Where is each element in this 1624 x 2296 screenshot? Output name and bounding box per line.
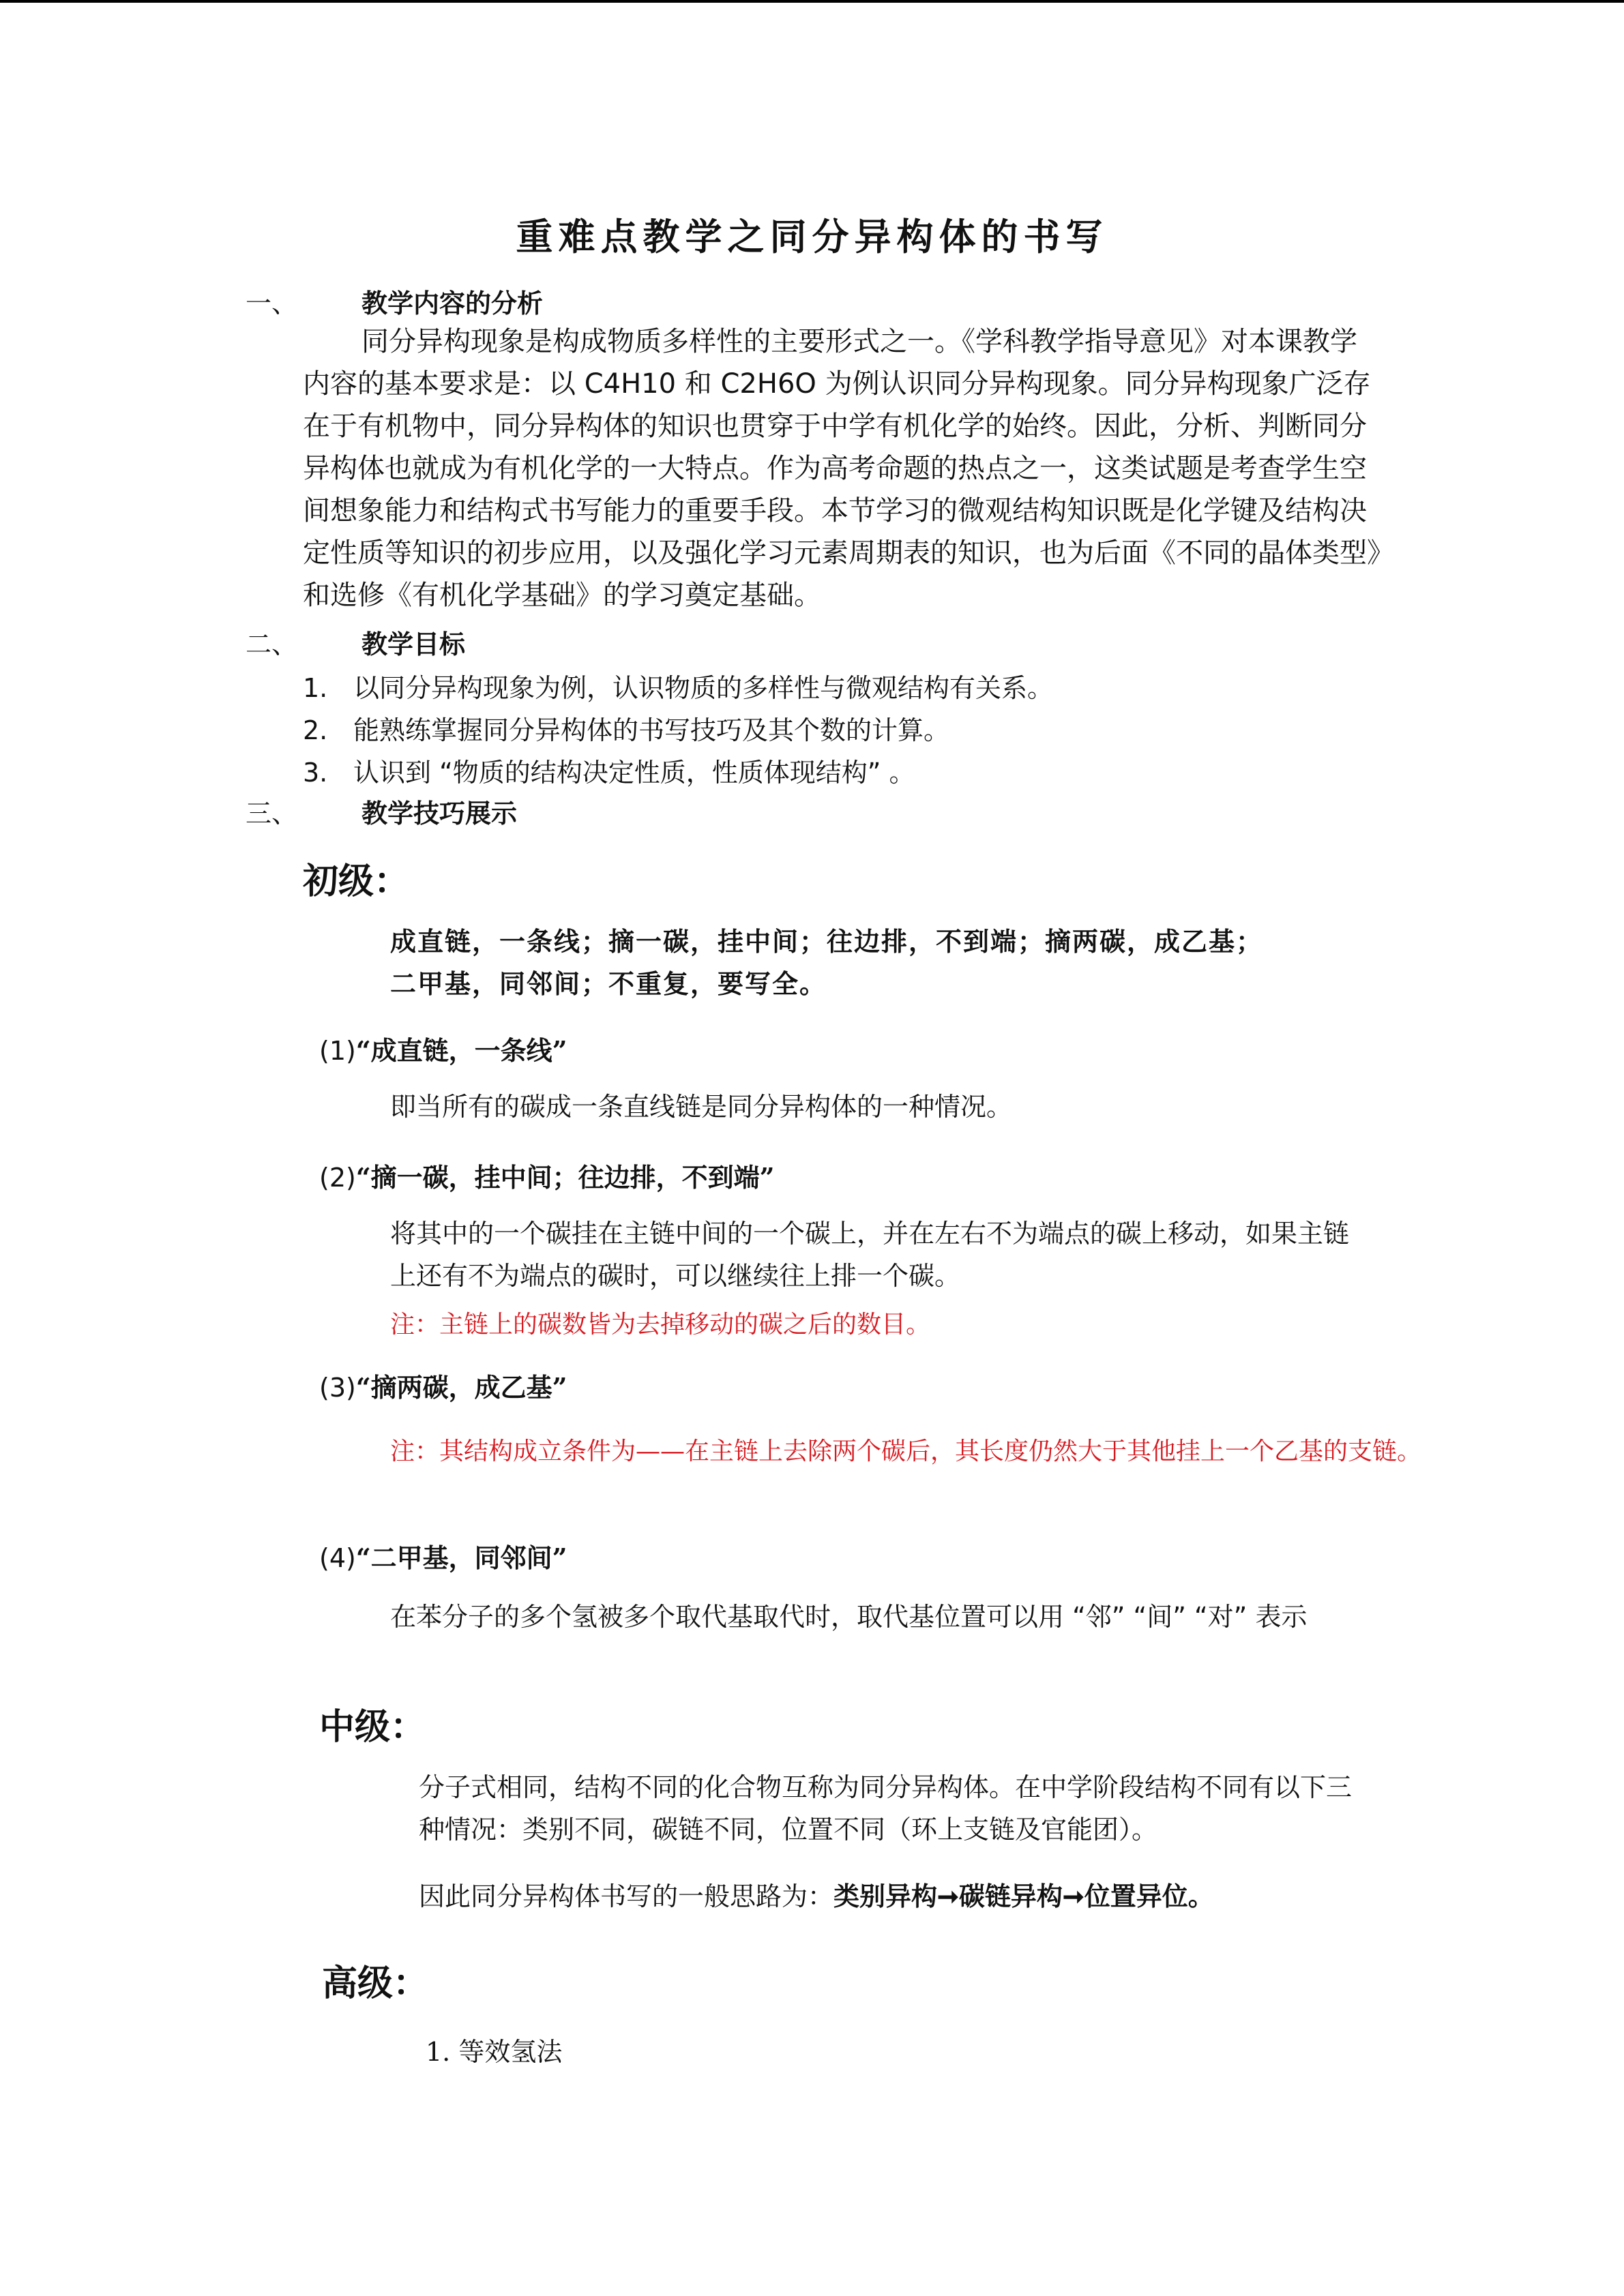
- section-title: 教学目标: [361, 629, 466, 659]
- goal-text: 能熟练掌握同分异构体的书写技巧及其个数的计算。: [353, 715, 950, 745]
- section-title: 教学内容的分析: [361, 288, 544, 318]
- analysis-paragraph: 同分异构现象是构成物质多样性的主要形式之一。《学科教学指导意见》对本课教学内容的基本要求是：以 C4H10 和 C2H6O 为例认识同分异构现象。同分异构现象广泛存在于有机物中，同分异构体的知识也贯穿于中学有机化学的始终。因此，分析、判断同分异构体也就成为有机化学的一大特点。作为高考命题的热点之一，这类试题是考查学生空间想象能力和结构式书写能力的重要手段。本节学习的微观结构知识既是化学键及结构决定性质等知识的初步应用，以及强化学习元素周期表的知识，也为后面《不同的晶体类型》和选修《有机化学基础》的学习奠定基础。: [303, 326, 1381, 611]
- item-number: (2): [319, 1163, 356, 1193]
- goal-item: [303, 667, 1053, 704]
- section-title: 教学技巧展示: [361, 799, 518, 829]
- goal-item: [303, 709, 949, 747]
- item-heading-1: [319, 1030, 567, 1067]
- verse-line: 二甲基，同邻间；不重复，要写全。: [390, 968, 827, 999]
- goal-number: 2.: [303, 715, 328, 745]
- section-heading-techniques: [246, 792, 517, 830]
- item-quote: “摘一碳，挂中间；往边排，不到端”: [355, 1162, 775, 1193]
- item-number: (4): [319, 1543, 356, 1573]
- item-heading-4: [319, 1537, 567, 1575]
- page-title: 重难点教学之同分异构体的书写: [516, 215, 1108, 258]
- item-text-2: 将其中的一个碳挂在主链中间的一个碳上，并在左右不为端点的碳上移动，如果主链上还有不为端点的碳时，可以继续往上排一个碳。: [390, 1219, 1350, 1291]
- section-number: 二、: [246, 629, 298, 659]
- item-quote: “二甲基，同邻间”: [355, 1542, 567, 1573]
- item-text-4: 在苯分子的多个氢被多个取代基取代时，取代基位置可以用 “邻” “间” “对” 表示: [390, 1602, 1308, 1632]
- item-heading-2: [319, 1157, 775, 1194]
- item-heading-3: [319, 1367, 567, 1404]
- section-number: 三、: [246, 799, 298, 829]
- level-label-elementary: 初级：: [303, 861, 410, 902]
- intermediate-text: 分子式相同，结构不同的化合物互称为同分异构体。在中学阶段结构不同有以下三种情况：类别不同，碳链不同，位置不同（环上支链及官能团）。: [419, 1772, 1353, 1845]
- item-quote: “成直链，一条线”: [355, 1035, 567, 1066]
- approach-bold: 类别异构➞碳链异构➞位置异位。: [833, 1881, 1214, 1911]
- item-text-1: 即当所有的碳成一条直线链是同分异构体的一种情况。: [390, 1092, 1013, 1122]
- goal-text: 认识到 “物质的结构决定性质，性质体现结构” 。: [353, 758, 915, 788]
- section-number: 一、: [246, 288, 298, 318]
- item-quote: “摘两碳，成乙基”: [355, 1372, 567, 1403]
- goal-text: 以同分异构现象为例，认识物质的多样性与微观结构有关系。: [353, 673, 1054, 703]
- section-heading-analysis: [246, 282, 543, 320]
- mnemonic-verse: [390, 921, 1379, 1005]
- note-red-3: 注：其结构成立条件为——在主链上去除两个碳后，其长度仍然大于其他挂上一个乙基的支链。: [390, 1437, 1422, 1465]
- section-heading-goals: [246, 623, 465, 661]
- intermediate-approach: [419, 1875, 1374, 1918]
- note-red-2: 注：主链上的碳数皆为去掉移动的碳之后的数目。: [390, 1311, 931, 1339]
- item-number: (3): [319, 1373, 356, 1403]
- level-label-intermediate: 中级：: [319, 1707, 426, 1748]
- goal-number: 1.: [303, 673, 328, 703]
- goal-number: 3.: [303, 758, 328, 788]
- verse-line: 成直链，一条线；摘一碳，挂中间；往边排，不到端；摘两碳，成乙基；: [390, 926, 1264, 957]
- method-item: 1. 等效氢法: [426, 2037, 563, 2067]
- goal-item: [303, 751, 915, 789]
- approach-prefix: 因此同分异构体书写的一般思路为：: [419, 1881, 834, 1911]
- item-number: (1): [319, 1036, 356, 1066]
- level-label-advanced: 高级：: [322, 1963, 429, 2004]
